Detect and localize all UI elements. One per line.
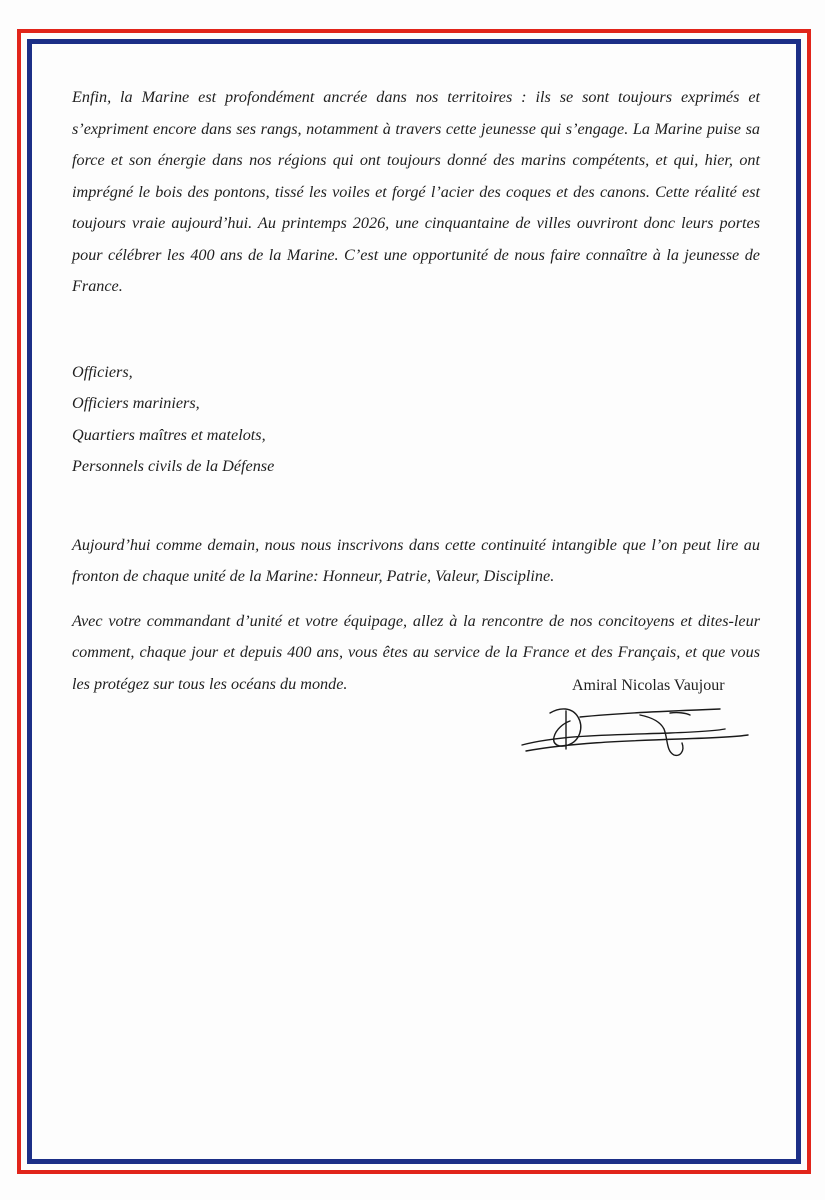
addressee-list bbox=[72, 357, 760, 483]
signer-name: Amiral Nicolas Vaujour bbox=[572, 677, 725, 694]
handwritten-signature bbox=[520, 699, 750, 769]
addressee-civilians: Personnels civils de la Défense bbox=[72, 457, 275, 475]
paragraph-territories: Enfin, la Marine est profondément ancrée dans nos territoires : ils se sont toujours exprimés et s’expriment encore dans ses rangs, notamment à travers cette jeunesse qui s’engage. La Marine puise sa force et son énergie dans nos régions qui ont toujours donné des marins compétents, et qui, hier, ont imprégné le bois des pontons, tissé les voiles et forgé l’acier des coques et des canons. Cette réalité est toujours vraie aujourd’hui. Au printemps 2026, une cinquantaine de villes ouvriront donc leurs portes pour célébrer les 400 ans de la Marine. C’est une opportunité de nous faire connaître à la jeunesse de France. bbox=[72, 88, 760, 295]
addressee-officers: Officiers, bbox=[72, 362, 133, 381]
addressee-petty-officers: Officiers mariniers, bbox=[72, 394, 200, 412]
addressee-sailors: Quartiers maîtres et matelots, bbox=[72, 425, 266, 444]
paragraph-continuity: Aujourd’hui comme demain, nous nous inscrivons dans cette continuité intangible que l’on peut lire au fronton de chaque unité de la Marine: Honneur, Patrie, Valeur, Discipline. bbox=[72, 535, 760, 585]
paragraph-call-to-action: Avec votre commandant d’unité et votre équipage, allez à la rencontre de nos concitoyens et dites-leur comment, chaque jour et depuis 400 ans, vous êtes au service de la France et des Français, et que vous les protégez sur tous les océans du monde. bbox=[72, 611, 760, 693]
letter-body bbox=[72, 82, 760, 700]
